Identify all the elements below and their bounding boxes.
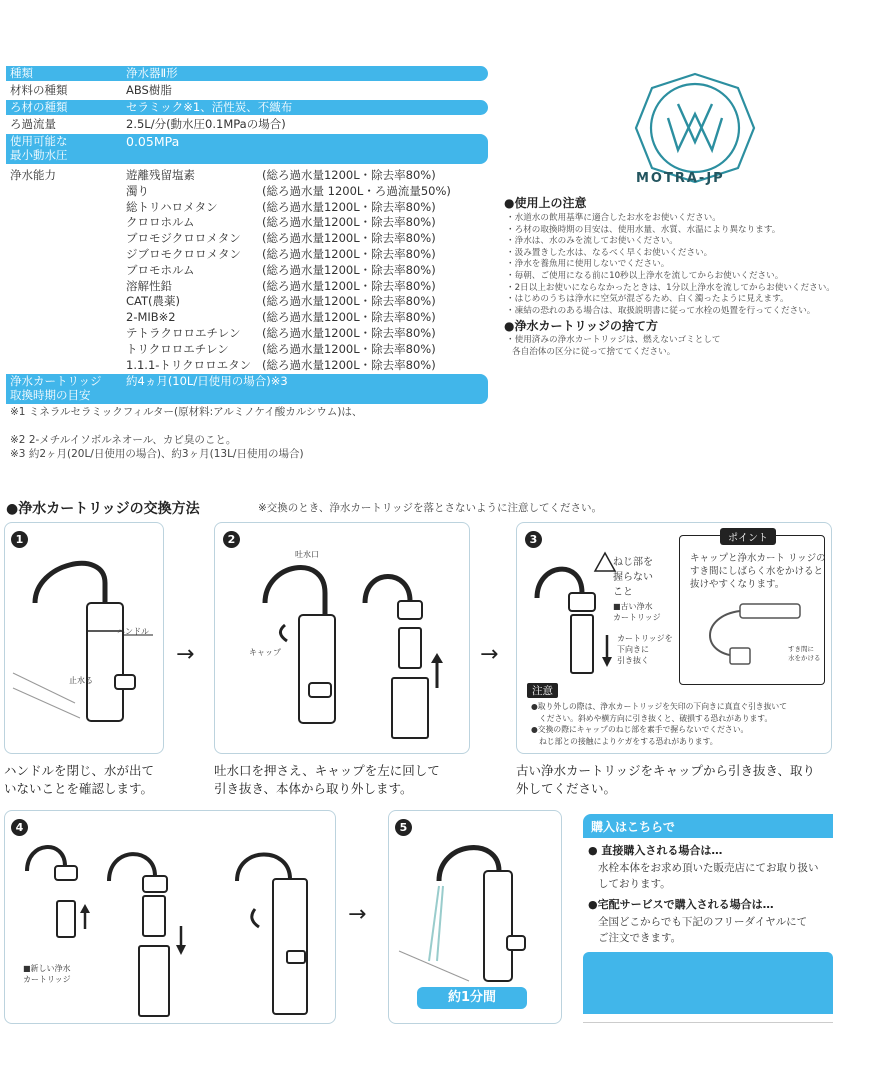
capacity-item-detail: (総ろ過水量1200L・除去率80%) [262,278,436,293]
point-box [679,535,825,685]
spec-row-type [6,66,488,81]
spec-label: 最小動水圧 [10,148,68,162]
capacity-item-detail: (総ろ過水量1200L・除去率80%) [262,341,436,356]
capacity-item-name: 1.1.1-トリクロロエタン [126,357,252,372]
capacity-item-name: ブロモホルム [126,262,195,277]
capacity-item-name: ブロモジクロロメタン [126,231,241,246]
spec-label: ろ材の種類 [10,100,68,114]
step-number: 4 [11,819,28,836]
spec-label: 浄水カートリッジ [10,374,102,388]
spec-label: 使用可能な [10,134,68,148]
capacity-item-detail: (総ろ過水量1200L・除去率80%) [262,168,436,182]
delivery-purchase-text: ご注文できます。 [598,932,682,944]
capacity-item-detail: (総ろ過水量1200L・除去率80%) [262,247,436,261]
new-cartridge-label: ■新しい浄水 カートリッジ [23,964,71,984]
capacity-item-detail: (総ろ過水量1200L・除去率80%) [262,262,436,277]
capacity-item-name: 遊離残留塩素 [126,168,195,182]
faucet-illustration [5,523,163,753]
usage-note-line: ・浄水は、水のみを流してお使いください。 [506,236,678,247]
spec-row-cartridge [6,374,488,404]
warn-label: ねじ部を 握らない こと [613,557,653,598]
purchase-heading-bar [583,814,833,838]
usage-note-line: ・水道水の飲用基準に適合したお水をお使いください。 [506,213,721,223]
capacity-item-name: 溶解性鉛 [126,278,172,293]
capacity-item-detail: (総ろ過水量1200L・除去率80%) [262,199,436,214]
point-small-text: すき間に 水をかける [788,645,821,662]
usage-note-line: ・凍結の恐れのある場合は、取扱説明書に従って水栓の処置を行ってください。 [506,305,816,316]
delivery-purchase-text: 全国どこからでも下記のフリーダイヤルにて [598,916,808,928]
usage-note-line: ・はじめのうちは浄水に空気が混ざるため、白く濁ったように見えます。 [506,294,789,305]
capacity-item-detail: (総ろ過水量1200L・除去率80%) [262,357,436,372]
direct-purchase-title: ● 直接購入される場合は… [588,844,723,857]
capacity-item-detail: (総ろ過水量1200L・除去率80%) [262,215,436,230]
capacity-item-detail: (総ろ過水量1200L・除去率80%) [262,294,436,309]
spec-row-material [6,83,488,98]
spec-label: ろ過流量 [10,117,56,131]
step-4-panel [4,810,336,1024]
pull-down-label: カートリッジを 下向きに 引き抜く [617,634,673,665]
disposal-line: 各自治体の区分に従って捨ててください。 [512,347,676,357]
cap-label: キャップ [249,648,281,657]
spec-value: 0.05MPa [126,134,180,149]
step-2-panel [214,522,470,754]
spec-label: 種類 [10,66,33,80]
spec-row-capacity [6,168,488,374]
logo-text: MOTRA-JP [636,171,725,186]
spec-label: 材料の種類 [10,83,68,97]
capacity-item-name: CAT(農薬) [126,294,181,309]
capacity-item-name: トリクロロエチレン [126,341,229,356]
direct-purchase-text: しております。 [598,878,671,890]
spec-row-flow [6,117,488,132]
spec-value: 浄水器Ⅱ形 [126,66,178,80]
spec-value: ABS樹脂 [126,83,172,97]
step-5-panel [388,810,562,1024]
footnote: ※2 2-メチルイソボルネオール、カビ臭のこと。 [10,434,237,446]
usage-note-line: ・毎朝、ご使用になる前に10秒以上浄水を流してからお使いください。 [506,271,784,281]
caution-line: ください。斜めや横方向に引き抜くと、破損する恐れがあります。 [539,713,773,723]
usage-note-line: ・ろ材の取換時期の目安は、使用水量、水質、水温により異なります。 [506,224,781,235]
spec-label: 取換時期の目安 [10,388,91,402]
old-cartridge-label: ■古い浄水 カートリッジ [613,602,661,622]
spout-label: 吐水口 [295,550,319,559]
point-illustration [680,596,824,682]
step-number: 2 [223,531,240,548]
footnote: ※3 約2ヶ月(20L/日使用の場合)、約3ヶ月(13L/日使用の場合) [10,448,304,460]
spec-table [6,66,488,404]
stop-label: 止水る [69,676,93,685]
purchase-heading: 購入はこちらで [591,820,675,834]
footnote: ※1 ミネラルセラミックフィルター(原材料:アルミノケイ酸カルシウム)は、 [10,406,363,418]
disposal-line: ・使用済みの浄水カートリッジは、燃えないゴミとして [506,335,721,345]
divider [583,1022,833,1023]
caution-line: ●交換の際にキャップのねじ部を素手で握らないでください。 [531,725,749,734]
usage-note-line: ・汲み置きした水は、なるべく早くお使いください。 [506,247,713,258]
usage-notes-heading: ●使用上の注意 [504,196,587,210]
capacity-item-detail: (総ろ過水量1200L・除去率80%) [262,326,436,340]
faucet-illustration [215,523,469,753]
capacity-item-name: 総トリハロメタン [126,199,218,214]
step-1-caption: ハンドルを閉じ、水が出て いないことを確認します。 [4,763,155,796]
step-3-panel [516,522,832,754]
steps-subheading: ※交換のとき、浄水カートリッジを落とさないように注意してください。 [258,502,602,514]
capacity-item-name: テトラクロロエチレン [126,326,241,340]
capacity-item-detail: (総ろ過水量1200L・除去率80%) [262,310,436,325]
capacity-item-name: クロロホルム [126,215,195,230]
point-text: キャップと浄水カート リッジの すき間にしばらく水をかけると 抜けやすくなります。 [690,553,826,590]
faucet-illustration [5,811,335,1023]
step-number: 1 [11,531,28,548]
usage-note-line: ・浄水を養魚用に使用しないでください。 [506,259,670,270]
point-title: ポイント [720,528,776,545]
spec-row-min-pressure [6,134,488,164]
capacity-item-name: 濁り [126,183,149,198]
step-2-caption: 吐水口を押さえ、キャップを左に回して 引き抜き、本体から取り外します。 [214,763,440,796]
step-1-panel [4,522,164,754]
spec-value: 約4ヵ月(10L/日使用の場合)※3 [126,374,288,388]
usage-note-line: ・2日以上お使いにならなかったときは、1分以上浄水を流してからお使いください。 [506,282,835,293]
spec-row-filter [6,100,488,115]
phone-box [583,952,833,1014]
step-number: 3 [525,531,542,548]
direct-purchase-text: 水栓本体をお求め頂いた販売店にてお取り扱い [598,862,819,874]
capacity-item-detail: (総ろ過水量 1200L・ろ過流量50%) [262,183,451,198]
capacity-item-name: 2-MIB※2 [126,310,176,325]
capacity-item-name: ジブロモクロロメタン [126,247,241,261]
step-number: 5 [395,819,412,836]
handle-label: ハンドル [117,627,149,636]
spec-value: セラミック※1、活性炭、不織布 [126,100,293,114]
caution-line: ●取り外しの際は、浄水カートリッジを矢印の下向きに真直ぐ引き抜いて [531,702,787,711]
spec-value: 2.5L/分(動水圧0.1MPaの場合) [126,117,286,131]
delivery-purchase-title: ●宅配サービスで購入される場合は… [588,898,774,911]
steps-heading: ●浄水カートリッジの交換方法 [6,501,200,517]
arrow-right-icon: → [348,902,367,927]
caution-line: ねじ部との接触によりケガをする恐れがあります。 [539,736,718,746]
disposal-heading: ●浄水カートリッジの捨て方 [504,319,658,333]
arrow-right-icon: → [176,642,195,667]
arrow-right-icon: → [480,642,499,667]
caution-title: 注意 [527,683,558,698]
spec-label: 浄水能力 [10,168,56,182]
capacity-item-detail: (総ろ過水量1200L・除去率80%) [262,231,436,246]
step-3-caption: 古い浄水カートリッジをキャップから引き抜き、取り 外してください。 [516,763,816,796]
duration-badge: 約1分間 [417,987,527,1009]
